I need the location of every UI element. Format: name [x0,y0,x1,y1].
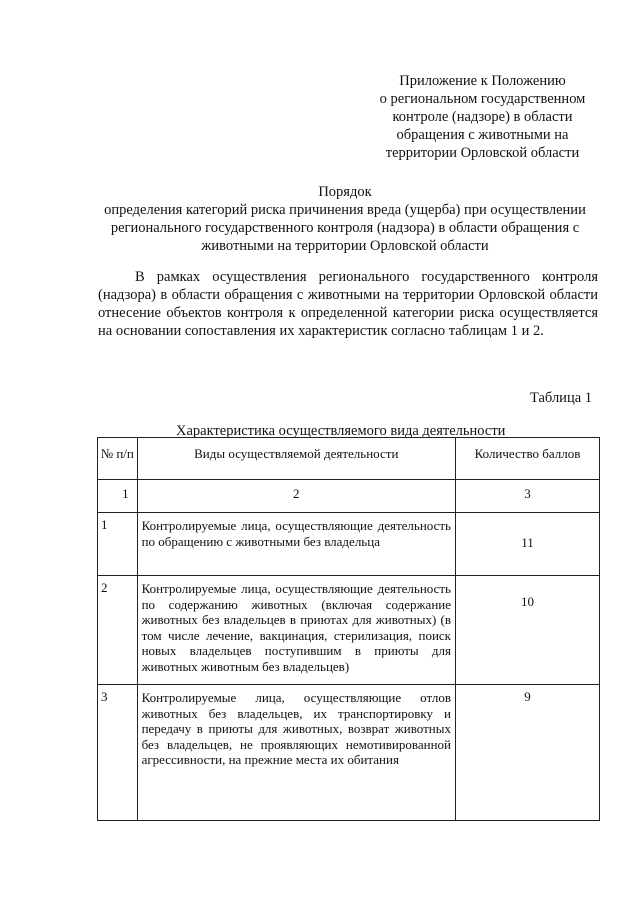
header-number: № п/п [98,438,138,480]
appendix-line: территории Орловской области [385,145,580,161]
row-activity: Контролируемые лица, осуществляющие деятельность по обращению с животными без владельца [137,513,455,576]
document-title [90,183,600,255]
title-line: животными на территории Орловской области [201,238,489,254]
table-row [98,576,600,685]
column-number-row [98,480,600,513]
column-number: 2 [137,480,455,513]
appendix-line: о региональном государственном [379,91,586,107]
row-points: 9 [456,685,600,821]
intro-paragraph: В рамках осуществления регионального государственного контроля (надзора) в области обращения с животными на территории Орловской области отнесение объектов контроля к определенной категории риска осуществляется на основании сопоставления их характеристик согласно таблицам 1 и 2. [98,269,598,339]
column-number: 3 [456,480,600,513]
appendix-line: контроле (надзоре) в области [392,109,573,125]
row-points: 11 [456,513,600,576]
column-number: 1 [98,480,138,513]
table-row [98,685,600,821]
row-number: 1 [98,513,138,576]
appendix-line: обращения с животными на [396,127,569,143]
table-caption: Характеристика осуществляемого вида деятельности [176,423,506,439]
header-activity: Виды осуществляемой деятельности [137,438,455,480]
row-activity: Контролируемые лица, осуществляющие деятельность по содержанию животных (включая содержание животных без владельцев в приютах для животных) (в том числе лечение, вакцинация, стерилизация, поиск новых владельцев поступившим в приюты для животных животным без владельцев) [137,576,455,685]
row-points: 10 [456,576,600,685]
row-activity: Контролируемые лица, осуществляющие отлов животных без владельцев, их транспортировку и передачу в приюты для животных, возврат животных без владельцев, не проявляющих немотивированной агрессивности, на прежние места их обитания [137,685,455,821]
title-heading: Порядок [318,184,372,200]
table-row [98,513,600,576]
table-header-row [98,438,600,480]
title-line: регионального государственного контроля (надзора) в области обращения с [110,220,580,236]
appendix-line: Приложение к Положению [399,73,566,89]
table-label: Таблица 1 [530,390,593,406]
title-line: определения категорий риска причинения вреда (ущерба) при осуществлении [104,202,586,218]
header-points: Количество баллов [456,438,600,480]
row-number: 3 [98,685,138,821]
risk-table [97,437,600,821]
row-number: 2 [98,576,138,685]
appendix-note [370,72,595,162]
